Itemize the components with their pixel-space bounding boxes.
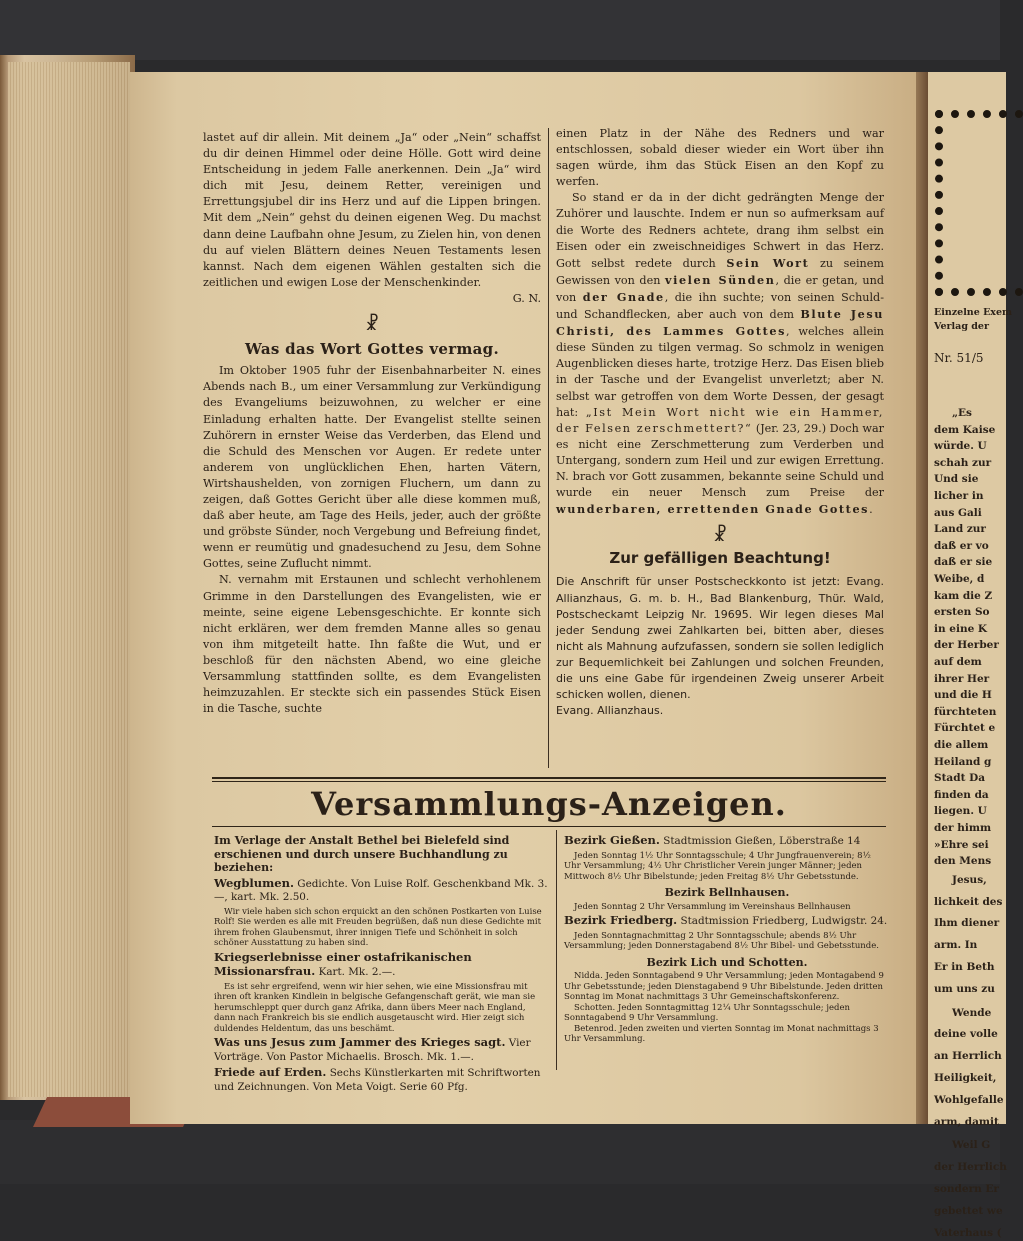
notice-title: Zur gefälligen Beachtung!	[609, 549, 831, 568]
district-title: Bezirk Lich und Schotten.	[646, 955, 808, 969]
district-heading	[564, 834, 890, 849]
article-title: Was das Wort Gottes vermag.	[245, 340, 499, 359]
text-run: , welches allein diese Sünden zu tilgen vermag. So schmolz in wenigen Augenblicken dieses harte, trotzige Herz. Das Eisen blieb in der Tasche und der Evangelist unverletzt; aber N. selbst war getroffen von dem Worte Dessen, der gesagt hat:	[556, 325, 885, 419]
section-banner: Versammlungs-Anzeigen.	[311, 785, 787, 823]
ad-item	[214, 1036, 548, 1064]
next-page-fragment: den Mens	[934, 855, 992, 868]
next-page-fragment: ihrer Her	[934, 672, 990, 685]
next-page-fragment: der himm	[934, 822, 992, 834]
ad-details: Vier Vorträge. Von Pastor Michaelis. Brosch. Mk. 1.—.	[214, 1037, 531, 1063]
next-page-fragment: Verlag der	[934, 321, 989, 332]
decorative-frame-icon	[935, 110, 1023, 296]
next-page-fragment: daß er vo	[934, 539, 989, 552]
district-heading	[564, 914, 890, 929]
district-title: Bezirk Friedberg.	[564, 913, 678, 927]
article-paragraph	[556, 190, 884, 518]
publisher-ads	[214, 832, 548, 1096]
article-paragraph: einen Platz in der Nähe des Redners und war entschlossen, sobald dieser wieder ein Wort über ihn sagen würde, ihm das Stück Eisen an den Kopf zu werfen.	[556, 127, 884, 189]
ad-details: Kart. Mk. 2.—.	[315, 966, 396, 978]
ad-details: Gedichte. Von Luise Rolf. Geschenkband Mk. 3.—, kart. Mk. 2.50.	[214, 877, 548, 903]
next-page-fragment: finden da	[934, 788, 989, 801]
next-page-fragment: Fürchtet e	[934, 722, 996, 735]
next-page-fragment: dem Kaise	[934, 423, 996, 436]
next-page-fragment: liegen. U	[934, 805, 987, 818]
column-rule	[548, 128, 549, 768]
next-page-fragment: »Ehre sei	[934, 838, 989, 851]
next-page-fragment: deine volle	[934, 1028, 998, 1041]
scan-backdrop-bottom	[0, 1120, 1000, 1184]
district-schedule: Schotten. Jeden Sonntagmittag 12¼ Uhr Sonntagsschule; jeden Sonntagabend 9 Uhr Versammlung.	[564, 1002, 850, 1023]
next-page-fragment: Wohlgefalle	[934, 1093, 1004, 1106]
next-page-fragment: ersten So	[934, 606, 990, 619]
text-run: So stand er da in der dicht gedrängten Menge der Zuhörer und lauschte. Indem er nun so aufmerksam auf die Worte des Redners achtete, drang ihm selbst ein Eisen oder ein zweischneidiges Schwert in das Herz. Gott selbst redete durch	[556, 191, 884, 270]
section-rule	[212, 826, 886, 827]
ad-title: Kriegserlebnisse einer ostafrikanischen Missionarsfrau.	[214, 949, 472, 978]
text-run: .	[869, 503, 873, 517]
ad-item	[214, 951, 548, 980]
text-run: (Jer. 23, 29.) Doch war es nicht eine Zerschmetterung zum Verderben und Untergang, sondern zum Heil und zur ewigen Errettung. N. brach vor Gott zusammen, bekannte seine Schuld und wurde ein neuer Mensch zum Preise der	[556, 421, 884, 500]
next-page-fragment: lichkeit des	[934, 895, 1003, 908]
district-schedule: Nidda. Jeden Sonntagabend 9 Uhr Versammlung; jeden Montagabend 9 Uhr Gebetsstunde; jeden Dienstagabend 9 Uhr Bibelstunde. Jeden dritten Sonntag im Monat nachmittags 3 Uhr Gemeinschaftskonferenz.	[564, 971, 884, 1002]
next-page-fragment: Vaterhaus (	[934, 1226, 1002, 1239]
next-page-fragment: Nr. 51/5	[934, 351, 984, 365]
emphasis: Blute Jesu Christi, des Lammes Gottes	[556, 307, 884, 339]
next-page-fragment: Er in Beth	[934, 961, 995, 973]
district-title: Bezirk Bellnhausen.	[664, 886, 790, 899]
column-rule	[556, 830, 557, 1070]
next-page-fragment: der Herrlich	[934, 1161, 1007, 1174]
next-page-fragment: Stadt Da	[934, 772, 985, 785]
next-page-fragment: Weil G	[952, 1139, 991, 1152]
district-schedule: Jeden Sonntag 2 Uhr Versammlung im Vereinshaus Bellnhausen	[574, 901, 851, 912]
ad-title: Was uns Jesus zum Jammer des Krieges sagt.	[214, 1035, 506, 1049]
next-page-fragment: Heiligkeit,	[934, 1072, 997, 1084]
next-page-fragment: in eine K	[934, 622, 988, 635]
ad-title: Wegblumen.	[214, 875, 294, 890]
next-page-fragment: um uns zu	[934, 982, 995, 995]
ad-item	[214, 1066, 548, 1094]
chi-rho-ornament-icon: ☧	[712, 525, 728, 547]
next-page-fragment: und die H	[934, 689, 992, 702]
next-page-fragment: kam die Z	[934, 589, 993, 602]
next-page-fragment: aus Gali	[934, 506, 982, 519]
next-page-fragment: daß er sie	[934, 556, 993, 569]
scripture-quote: „Ist Mein Wort nicht wie ein Hammer, der Felsen zerschmettert?“	[556, 405, 884, 435]
district-schedule: Jeden Sonntagnachmittag 2 Uhr Sonntagsschule; abends 8½ Uhr Versammlung; jeden Donnerstagabend 8½ Uhr Bibel- und Gebetsstunde.	[564, 930, 879, 951]
ad-title: Friede auf Erden.	[214, 1065, 327, 1079]
next-page-fragment: die allem	[934, 739, 989, 751]
next-page-fragment: Jesus,	[952, 873, 987, 886]
next-page-fragment: würde. U	[934, 440, 987, 453]
next-page-fragment: an Herrlich	[934, 1050, 1002, 1063]
emphasis: wunderbaren, errettenden Gnade Gottes	[556, 502, 870, 517]
next-page-fragment: Ihm diener	[934, 917, 1000, 930]
next-page-fragment: schah zur	[934, 456, 992, 469]
next-page-fragment: fürchteten	[934, 705, 997, 718]
ad-note: Wir viele haben sich schon erquickt an den schönen Postkarten von Luise Rolf! Sie werden es alle mit Freuden begrüßen, daß nun diese Gedichte mit ihrem frohen Glaubensmut, ihrer innigen Tiefe und Schönheit in solch schöner Ausstattung zu haben sind.	[214, 906, 542, 948]
author-signature: G. N.	[512, 291, 541, 305]
chi-rho-ornament-icon: ☧	[364, 314, 380, 336]
ad-item	[214, 877, 548, 905]
next-page-fragment: Wende	[952, 1006, 992, 1019]
ads-intro: Im Verlage der Anstalt Bethel bei Bielefeld sind erschienen und durch unsere Buchhandlung zu beziehen:	[214, 834, 510, 874]
district-schedule: Jeden Sonntag 1½ Uhr Sonntagsschule; 4 Uhr Jungfrauenverein; 8½ Uhr Versammlung; 4½ Uhr Christlicher Verein junger Männer; jeden Mittwoch 8½ Uhr Bibelstunde; jeden Freitag 8½ Uhr Gebetsstunde.	[564, 850, 871, 882]
page-stack-edge	[8, 62, 130, 1097]
ad-details: Sechs Künstlerkarten mit Schriftworten und Zeichnungen. Von Meta Voigt. Serie 60 Pfg.	[214, 1067, 541, 1093]
text-run: , die er getan, und von	[556, 273, 884, 304]
next-page-fragment: arm, damit	[934, 1115, 999, 1128]
next-page-fragment: Heiland g	[934, 755, 992, 768]
next-page-fragment: Weibe, d	[934, 573, 985, 585]
right-column	[556, 126, 884, 719]
article-paragraph: N. vernahm mit Erstaunen und schlecht verhohlenem Grimme in den Darstellungen des Evangelisten, wie er meinte, seine eigene Lebensgeschichte. Er konnte sich nicht erklären, wer dem fremden Manne alles so genau von ihm mitgeteilt hatte. Ihn faßte die Wut, und er beschloß für den nächsten Abend, wo eine gleiche Versammlung stattfinden sollte, es dem Evangelisten heimzuzahlen. Er steckte sich ein passendes Stück Eisen in die Tasche, suchte	[203, 573, 541, 716]
district-schedule: Betenrod. Jeden zweiten und vierten Sonntag im Monat nachmittags 3 Uhr Versammlung.	[564, 1023, 879, 1044]
closing-paragraph: lastet auf dir allein. Mit deinem „Ja“ oder „Nein“ schaffst du dir deinen Himmel oder deine Hölle. Gott wird deine Entscheidung in jedem Falle anerkennen. Dein „Ja“ wird dich mit Jesu, deinem Retter, vereinigen und Errettungsjubel dir ins Herz und auf die Lippen bringen. Mit dem „Nein“ gehst du deinen eigenen Weg. Du machst dann deine Laufbahn ohne Jesum, zu Zielen hin, von denen du auf vielen Blättern deines Neuen Testaments lesen kannst. Nach dem eigenen Wählen gestalten sich die zeitlichen und ewigen Lose der Menschenkinder.	[203, 131, 541, 289]
meeting-ads	[564, 832, 890, 1045]
next-page-fragment: gebettet we	[934, 1204, 1003, 1217]
text-run: zu seinem Gewissen von den	[556, 256, 884, 287]
notice-text: Die Anschrift für unser Postscheckkonto ist jetzt: Evang. Allianzhaus, G. m. b. H., Bad Blankenburg, Thür. Wald, Postscheckamt Leipzig Nr. 19695. Wir legen dieses Mal jeder Sendung zwei Zahlkarten bei, bitten aber, dieses nicht als Mahnung aufzufassen, sondern sie sollen lediglich zur Bequemlichkeit bei Zahlungen und solchen Freunden, die uns eine Gabe für irgendeinen Zweig unserer Arbeit schicken wollen, dienen.	[556, 575, 884, 702]
next-page-fragment: Einzelne Exem	[934, 307, 1013, 318]
district-address: Stadtmission Friedberg, Ludwigstr. 24.	[677, 915, 888, 927]
ad-note: Es ist sehr ergreifend, wenn wir hier sehen, wie eine Missionsfrau mit ihren oft kranken Kindlein in belgische Gefangenschaft gerät, wie man sie herumschleppt quer durch ganz Afrika, dann übers Meer nach England, dann nach Frankreich bis sie endlich ausgetauscht wird. Hier zeigt sich duldendes Heldentum, das uns beschämt.	[214, 981, 536, 1034]
emphasis: der Gnade	[582, 289, 665, 304]
next-page-fragment: „Es	[952, 407, 972, 419]
article-paragraph: Im Oktober 1905 fuhr der Eisenbahnarbeiter N. eines Abends nach B., um einer Versammlung zur Verkündigung des Evangeliums beizuwohnen, zu welcher er eine Einladung erhalten hatte. Der Evangelist stellte seinen Zuhörern in ernster Weise das Verderben, das Elend und die Schuld des Menschen vor Augen. Er redete unter anderem von unglücklichen Ehen, harten Vätern, Wirtshaushelden, von zornigen Fluchern, um dann zu zeigen, daß Gottes Gericht über alle diese kommen muß, daß aber heute, am Tage des Heils, jeder, auch der größte und gröbste Sünder, noch Vergebung und Befreiung findet, wenn er reumütig und gnadesuchend zu Jesu, dem Sohne Gottes, seine Zuflucht nimmt.	[203, 364, 541, 571]
district-address: Stadtmission Gießen, Löberstraße 14	[659, 835, 861, 847]
next-page-fragment: Und sie	[934, 473, 979, 486]
emphasis: vielen Sünden	[665, 272, 776, 287]
left-column	[203, 130, 541, 717]
next-page-fragment: licher in	[934, 490, 984, 502]
district-title: Bezirk Gießen.	[564, 833, 660, 847]
next-page-fragment: auf dem	[934, 656, 982, 668]
next-page-fragment: der Herber	[934, 639, 999, 652]
next-page-fragment: sondern Er	[934, 1183, 999, 1195]
emphasis: Sein Wort	[726, 255, 810, 270]
scan-backdrop	[0, 0, 1000, 60]
section-rule	[212, 777, 886, 779]
next-page-fragment: Land zur	[934, 523, 986, 536]
text-run: , die ihn suchte; von seinen Schuld- und Schandflecken, aber auch von dem	[556, 290, 884, 322]
next-page-fragment: arm. In	[934, 939, 978, 952]
notice-signature: Evang. Allianzhaus.	[556, 704, 664, 718]
